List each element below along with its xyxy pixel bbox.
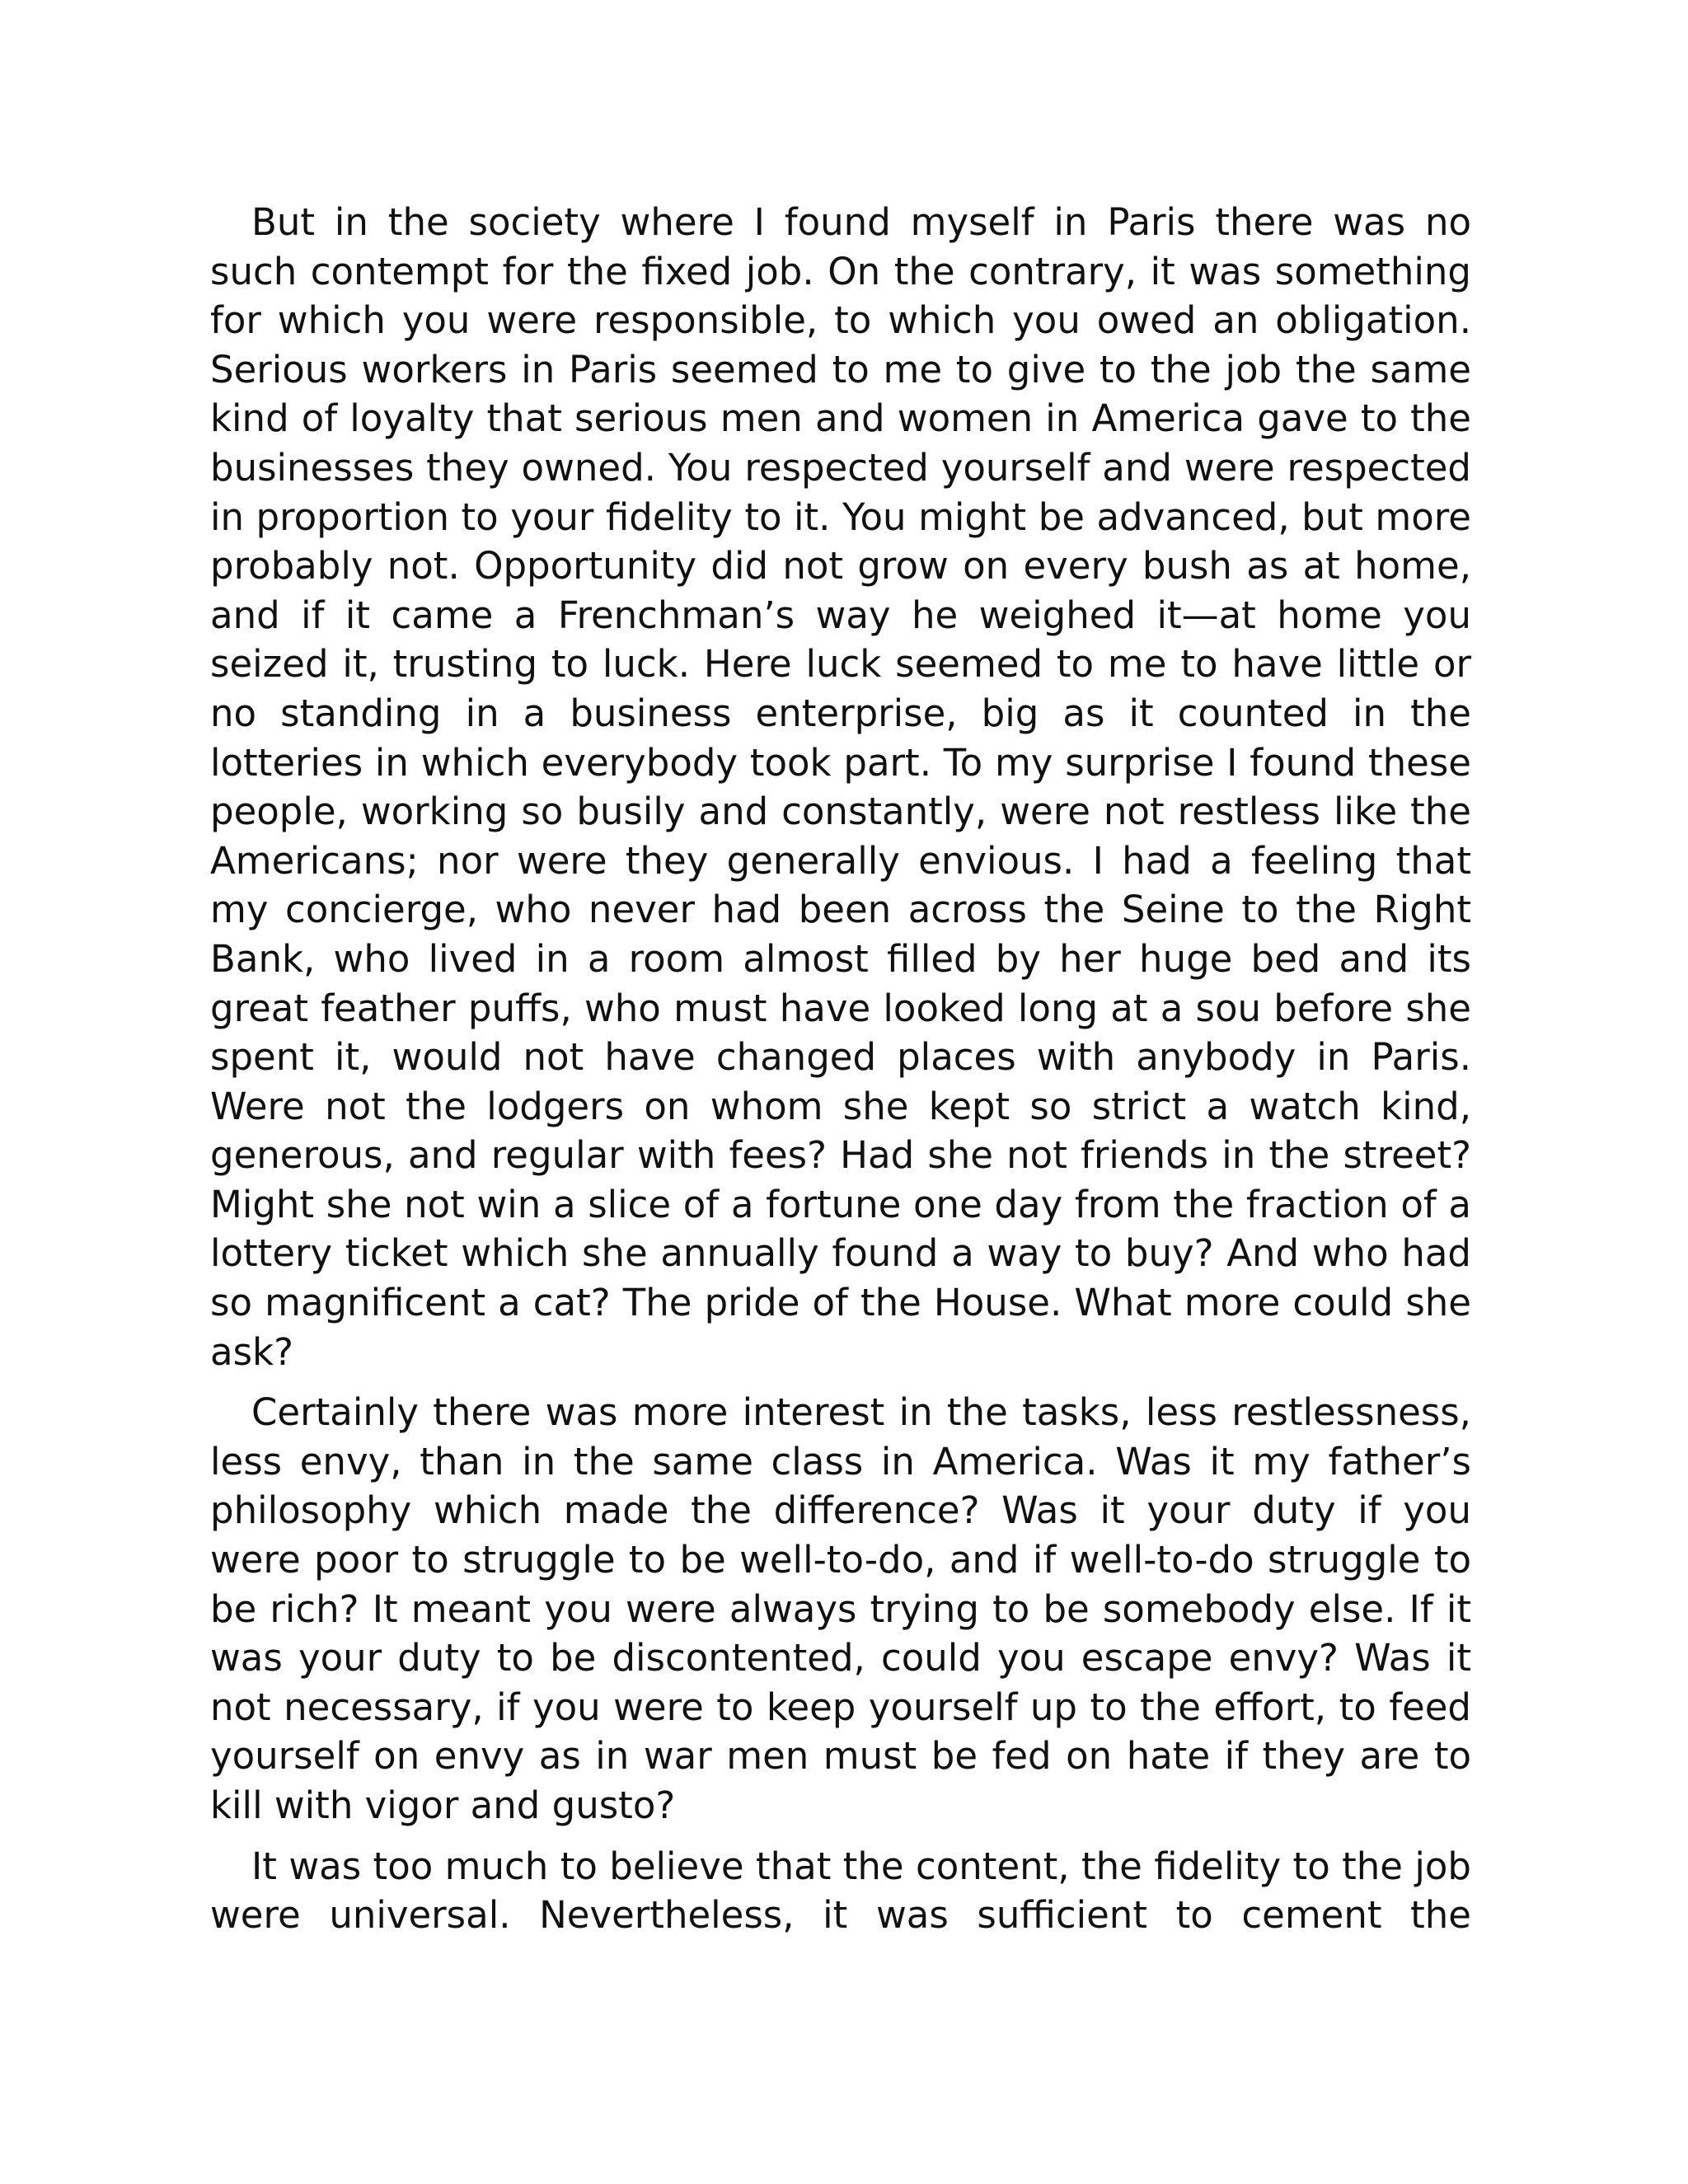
paragraph-1: But in the society where I found myself in Paris there was no such contempt for the fixed job. On the contrary, it was something for which you were responsible, to which you owed an obligation. Serious workers in Paris seemed to me to give to the job the same kind of loyalty that serious men and women in America gave to the businesses they owned. You respected yourself and were respected in proportion to your fidelity to it. You might be advanced, but more probably not. Opportunity did not grow on every bush as at home, and if it came a Frenchman’s way he weighed it—at home you seized it, trusting to luck. Here luck seemed to me to have little or no standing in a business enterprise, big as it counted in the lotteries in which everybody took part. To my surprise I found these people, working so busily and constantly, were not restless like the Americans; nor were they generally envious. I had a feeling that my concierge, who never had been across the Seine to the Right Bank, who lived in a room almost filled by her huge bed and its great feather puffs, who must have looked long at a sou before she spent it, would not have changed places with anybody in Paris. Were not the lodgers on whom she kept so strict a watch kind, generous, and regular with fees? Had she not friends in the street? Might she not win a slice of a fortune one day from the fraction of a lottery ticket which she annually found a way to buy? And who had so magnificent a cat? The pride of the House. What more could she ask? xyxy=(210,200,1471,1374)
paragraph-2: Certainly there was more interest in the tasks, less restlessness, less envy, than in the same class in America. Was it my father’s philosophy which made the difference? Was it your duty if you were poor to struggle to be well-to-do, and if well-to-do struggle to be rich? It meant you were always trying to be somebody else. If it was your duty to be discontented, could you escape envy? Was it not necessary, if you were to keep yourself up to the effort, to feed yourself on envy as in war men must be fed on hate if they are to kill with vigor and gusto? xyxy=(210,1390,1471,1827)
body-text xyxy=(210,198,1471,1952)
paragraph-3: It was too much to believe that the content, the fidelity to the job were universal. Nevertheless, it was sufficient to cement the xyxy=(210,1844,1471,1938)
